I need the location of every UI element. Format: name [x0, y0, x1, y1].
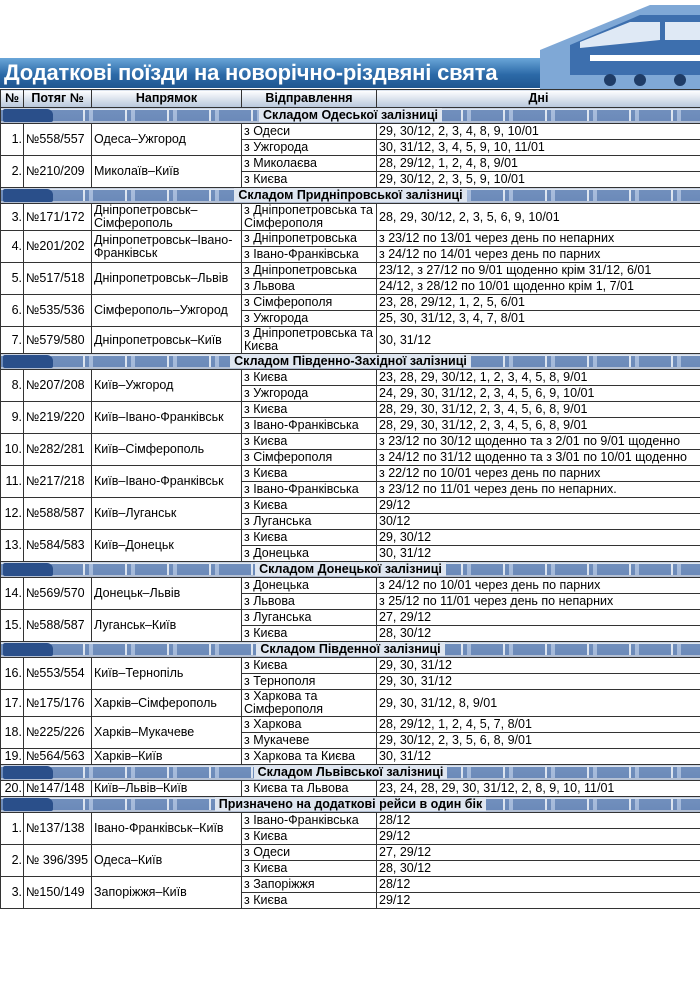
- train-number: №535/536: [24, 295, 92, 327]
- departure-from: з Дніпропетровська та Сімферополя: [242, 204, 377, 231]
- departure-days: 28, 29/12, 1, 2, 4, 8, 9/01: [377, 156, 700, 172]
- table-row: [1, 877, 700, 893]
- departure-from: з Луганська: [242, 610, 377, 626]
- row-number: 6.: [1, 295, 24, 327]
- row-number: 3.: [1, 877, 24, 909]
- row-number: 7.: [1, 327, 24, 354]
- train-route: Запоріжжя–Київ: [92, 877, 242, 909]
- table-row: [1, 610, 700, 626]
- row-number: 1.: [1, 124, 24, 156]
- departure-days: 30, 31/12: [377, 546, 700, 562]
- row-number: 19.: [1, 749, 24, 765]
- col-header-direction: Напрямок: [92, 90, 242, 108]
- row-number: 8.: [1, 370, 24, 402]
- departure-from: з Києва: [242, 434, 377, 450]
- section-row: [1, 108, 700, 124]
- row-number: 4.: [1, 231, 24, 263]
- departure-from: з Києва: [242, 466, 377, 482]
- train-number: №210/209: [24, 156, 92, 188]
- section-cell: [1, 765, 700, 781]
- departure-from: з Івано-Франківська: [242, 418, 377, 434]
- row-number: 2.: [1, 845, 24, 877]
- train-strip-icon: [1, 188, 700, 203]
- section-title: Призначено на додаткові рейси в один бік: [215, 797, 486, 811]
- section-title: Складом Південно-Західної залізниці: [230, 354, 471, 368]
- row-number: 15.: [1, 610, 24, 642]
- departure-from: з Києва та Львова: [242, 781, 377, 797]
- departure-days: з 24/12 по 31/12 щоденно та з 3/01 по 10/01 щоденно: [377, 450, 700, 466]
- train-route: Харків–Сімферополь: [92, 690, 242, 717]
- departure-from: з Одеси: [242, 845, 377, 861]
- departure-from: з Львова: [242, 594, 377, 610]
- trains-table: [0, 89, 700, 909]
- train-route: Миколаїв–Київ: [92, 156, 242, 188]
- train-strip-icon: [1, 354, 700, 369]
- train-number: №579/580: [24, 327, 92, 354]
- departure-days: з 22/12 по 10/01 через день по парних: [377, 466, 700, 482]
- table-row: [1, 466, 700, 482]
- col-header-days: Дні: [377, 90, 700, 108]
- row-number: 3.: [1, 204, 24, 231]
- train-strip-icon: [1, 797, 700, 812]
- departure-from: з Дніпропетровська: [242, 231, 377, 247]
- departure-from: з Івано-Франківська: [242, 482, 377, 498]
- departure-from: з Києва: [242, 370, 377, 386]
- train-route: Київ–Тернопіль: [92, 658, 242, 690]
- train-number: №147/148: [24, 781, 92, 797]
- train-number: №219/220: [24, 402, 92, 434]
- table-row: [1, 124, 700, 140]
- section-title-wrap: [1, 108, 700, 123]
- section-title-wrap: [1, 354, 700, 369]
- departure-from: з Донецька: [242, 578, 377, 594]
- section-row: [1, 354, 700, 370]
- departure-days: 29, 30, 31/12: [377, 658, 700, 674]
- train-route: Дніпропетровськ–Сімферополь: [92, 204, 242, 231]
- train-number: №282/281: [24, 434, 92, 466]
- departure-days: 24, 29, 30, 31/12, 2, 3, 4, 5, 6, 9, 10/01: [377, 386, 700, 402]
- section-cell: [1, 797, 700, 813]
- section-title: Складом Південної залізниці: [256, 642, 444, 656]
- departure-from: з Києва: [242, 402, 377, 418]
- row-number: 9.: [1, 402, 24, 434]
- col-header-departure: Відправлення: [242, 90, 377, 108]
- train-route: Харків–Мукачеве: [92, 717, 242, 749]
- departure-days: 28/12: [377, 877, 700, 893]
- departure-from: з Ужгорода: [242, 140, 377, 156]
- train-route: Харків–Київ: [92, 749, 242, 765]
- table-row: [1, 231, 700, 247]
- departure-days: 27, 29/12: [377, 845, 700, 861]
- section-title: Складом Одеської залізниці: [259, 108, 442, 122]
- train-number: №201/202: [24, 231, 92, 263]
- departure-days: 29, 30, 31/12: [377, 674, 700, 690]
- train-number: №584/583: [24, 530, 92, 562]
- departure-days: 30, 31/12: [377, 749, 700, 765]
- section-title-wrap: [1, 562, 700, 577]
- section-row: [1, 797, 700, 813]
- table-row: [1, 402, 700, 418]
- table-row: [1, 781, 700, 797]
- departure-days: 25, 30, 31/12, 3, 4, 7, 8/01: [377, 311, 700, 327]
- departure-days: 27, 29/12: [377, 610, 700, 626]
- section-title-wrap: [1, 797, 700, 812]
- departure-days: 30/12: [377, 514, 700, 530]
- departure-days: 30, 31/12, 3, 4, 5, 9, 10, 11/01: [377, 140, 700, 156]
- section-cell: [1, 562, 700, 578]
- train-number: №553/554: [24, 658, 92, 690]
- train-route: Київ–Ужгород: [92, 370, 242, 402]
- row-number: 1.: [1, 813, 24, 845]
- departure-from: з Івано-Франківська: [242, 247, 377, 263]
- departure-from: з Луганська: [242, 514, 377, 530]
- departure-days: 24/12, з 28/12 по 10/01 щоденно крім 1, 7/01: [377, 279, 700, 295]
- departure-from: з Харкова та Києва: [242, 749, 377, 765]
- train-number: №217/218: [24, 466, 92, 498]
- section-row: [1, 188, 700, 204]
- train-number: №175/176: [24, 690, 92, 717]
- departure-from: з Мукачеве: [242, 733, 377, 749]
- train-route: Івано-Франківськ–Київ: [92, 813, 242, 845]
- header: [0, 0, 700, 89]
- train-number: №569/570: [24, 578, 92, 610]
- table-row: [1, 749, 700, 765]
- table-row: [1, 295, 700, 311]
- departure-days: 28, 29, 30/12, 2, 3, 5, 6, 9, 10/01: [377, 204, 700, 231]
- departure-from: з Ужгорода: [242, 311, 377, 327]
- train-number: №150/149: [24, 877, 92, 909]
- departure-from: з Києва: [242, 893, 377, 909]
- departure-from: з Києва: [242, 861, 377, 877]
- departure-from: з Ужгорода: [242, 386, 377, 402]
- train-route: Київ–Сімферополь: [92, 434, 242, 466]
- row-number: 20.: [1, 781, 24, 797]
- departure-from: з Києва: [242, 172, 377, 188]
- departure-from: з Івано-Франківська: [242, 813, 377, 829]
- departure-days: з 25/12 по 11/01 через день по непарних: [377, 594, 700, 610]
- table-row: [1, 578, 700, 594]
- table-row: [1, 263, 700, 279]
- departure-from: з Сімферополя: [242, 450, 377, 466]
- train-number: №207/208: [24, 370, 92, 402]
- departure-days: 23, 24, 28, 29, 30, 31/12, 2, 8, 9, 10, 11/01: [377, 781, 700, 797]
- departure-days: з 23/12 по 30/12 щоденно та з 2/01 по 9/01 щоденно: [377, 434, 700, 450]
- train-route: Одеса–Ужгород: [92, 124, 242, 156]
- table-row: [1, 717, 700, 733]
- train-route: Донецьк–Львів: [92, 578, 242, 610]
- section-title: Складом Донецької залізниці: [255, 562, 446, 576]
- table-body: [1, 108, 700, 909]
- departure-days: 28, 29/12, 1, 2, 4, 5, 7, 8/01: [377, 717, 700, 733]
- train-route: Луганськ–Київ: [92, 610, 242, 642]
- table-row: [1, 204, 700, 231]
- departure-days: 30, 31/12: [377, 327, 700, 354]
- departure-days: 29, 30/12, 2, 3, 5, 6, 8, 9/01: [377, 733, 700, 749]
- departure-days: 28, 30/12: [377, 861, 700, 877]
- departure-days: 23, 28, 29/12, 1, 2, 5, 6/01: [377, 295, 700, 311]
- row-number: 2.: [1, 156, 24, 188]
- departure-from: з Києва: [242, 626, 377, 642]
- table-header-row: [1, 90, 700, 108]
- departure-from: з Дніпропетровська: [242, 263, 377, 279]
- col-header-train: Потяг №: [24, 90, 92, 108]
- row-number: 14.: [1, 578, 24, 610]
- departure-days: 29/12: [377, 893, 700, 909]
- table-row: [1, 434, 700, 450]
- train-route: Дніпропетровськ–Івано-Франківськ: [92, 231, 242, 263]
- train-route: Сімферополь–Ужгород: [92, 295, 242, 327]
- row-number: 18.: [1, 717, 24, 749]
- row-number: 13.: [1, 530, 24, 562]
- section-title-wrap: [1, 642, 700, 657]
- departure-days: 29, 30/12, 2, 3, 5, 9, 10/01: [377, 172, 700, 188]
- train-strip-icon: [1, 562, 700, 577]
- departure-days: 28, 29, 30, 31/12, 2, 3, 4, 5, 6, 8, 9/01: [377, 402, 700, 418]
- section-title: Складом Придніпровської залізниці: [234, 188, 466, 202]
- section-title: Складом Львівської залізниці: [254, 765, 448, 779]
- departure-days: 29/12: [377, 829, 700, 845]
- departure-days: 29/12: [377, 498, 700, 514]
- train-route: Київ–Львів–Київ: [92, 781, 242, 797]
- train-number: №137/138: [24, 813, 92, 845]
- departure-from: з Одеси: [242, 124, 377, 140]
- row-number: 5.: [1, 263, 24, 295]
- train-number: №564/563: [24, 749, 92, 765]
- departure-days: з 23/12 по 13/01 через день по непарних: [377, 231, 700, 247]
- page-title: Додаткові поїзди на новорічно-різдвяні свята: [4, 60, 498, 85]
- train-route: Київ–Івано-Франківськ: [92, 466, 242, 498]
- train-route: Дніпропетровськ–Львів: [92, 263, 242, 295]
- departure-days: 29, 30/12: [377, 530, 700, 546]
- train-number: №588/587: [24, 610, 92, 642]
- train-route: Київ–Донецьк: [92, 530, 242, 562]
- section-cell: [1, 188, 700, 204]
- table-row: [1, 845, 700, 861]
- table-row: [1, 370, 700, 386]
- departure-from: з Києва: [242, 658, 377, 674]
- departure-from: з Харкова: [242, 717, 377, 733]
- table-row: [1, 156, 700, 172]
- table-row: [1, 690, 700, 717]
- departure-from: з Харкова та Сімферополя: [242, 690, 377, 717]
- table-row: [1, 530, 700, 546]
- departure-days: 28, 29, 30, 31/12, 2, 3, 4, 5, 6, 8, 9/01: [377, 418, 700, 434]
- train-number: № 396/395: [24, 845, 92, 877]
- train-strip-icon: [1, 108, 700, 123]
- train-strip-icon: [1, 765, 700, 780]
- section-cell: [1, 642, 700, 658]
- departure-from: з Запоріжжя: [242, 877, 377, 893]
- departure-from: з Тернополя: [242, 674, 377, 690]
- row-number: 16.: [1, 658, 24, 690]
- table-row: [1, 658, 700, 674]
- row-number: 11.: [1, 466, 24, 498]
- table-row: [1, 813, 700, 829]
- train-number: №171/172: [24, 204, 92, 231]
- departure-days: 23, 28, 29, 30/12, 1, 2, 3, 4, 5, 8, 9/01: [377, 370, 700, 386]
- train-icon: [500, 0, 700, 89]
- train-route: Київ–Луганськ: [92, 498, 242, 530]
- section-row: [1, 562, 700, 578]
- departure-from: з Києва: [242, 530, 377, 546]
- row-number: 10.: [1, 434, 24, 466]
- section-row: [1, 765, 700, 781]
- train-number: №588/587: [24, 498, 92, 530]
- departure-days: 29, 30/12, 2, 3, 4, 8, 9, 10/01: [377, 124, 700, 140]
- table-row: [1, 327, 700, 354]
- train-number: №517/518: [24, 263, 92, 295]
- departure-from: з Миколаєва: [242, 156, 377, 172]
- train-route: Дніпропетровськ–Київ: [92, 327, 242, 354]
- section-cell: [1, 108, 700, 124]
- row-number: 12.: [1, 498, 24, 530]
- table-row: [1, 498, 700, 514]
- departure-from: з Львова: [242, 279, 377, 295]
- departure-days: 28/12: [377, 813, 700, 829]
- section-title-wrap: [1, 188, 700, 203]
- departure-from: з Сімферополя: [242, 295, 377, 311]
- section-cell: [1, 354, 700, 370]
- section-title-wrap: [1, 765, 700, 780]
- departure-from: з Києва: [242, 829, 377, 845]
- col-header-no: №: [1, 90, 24, 108]
- train-route: Одеса–Київ: [92, 845, 242, 877]
- train-strip-icon: [1, 642, 700, 657]
- train-route: Київ–Івано-Франківськ: [92, 402, 242, 434]
- departure-from: з Дніпропетровська та Києва: [242, 327, 377, 354]
- departure-days: з 24/12 по 14/01 через день по парних: [377, 247, 700, 263]
- section-row: [1, 642, 700, 658]
- train-number: №225/226: [24, 717, 92, 749]
- departure-from: з Києва: [242, 498, 377, 514]
- departure-days: з 24/12 по 10/01 через день по парних: [377, 578, 700, 594]
- departure-days: 28, 30/12: [377, 626, 700, 642]
- departure-days: 23/12, з 27/12 по 9/01 щоденно крім 31/12, 6/01: [377, 263, 700, 279]
- departure-days: з 23/12 по 11/01 через день по непарних.: [377, 482, 700, 498]
- departure-from: з Донецька: [242, 546, 377, 562]
- departure-days: 29, 30, 31/12, 8, 9/01: [377, 690, 700, 717]
- row-number: 17.: [1, 690, 24, 717]
- train-number: №558/557: [24, 124, 92, 156]
